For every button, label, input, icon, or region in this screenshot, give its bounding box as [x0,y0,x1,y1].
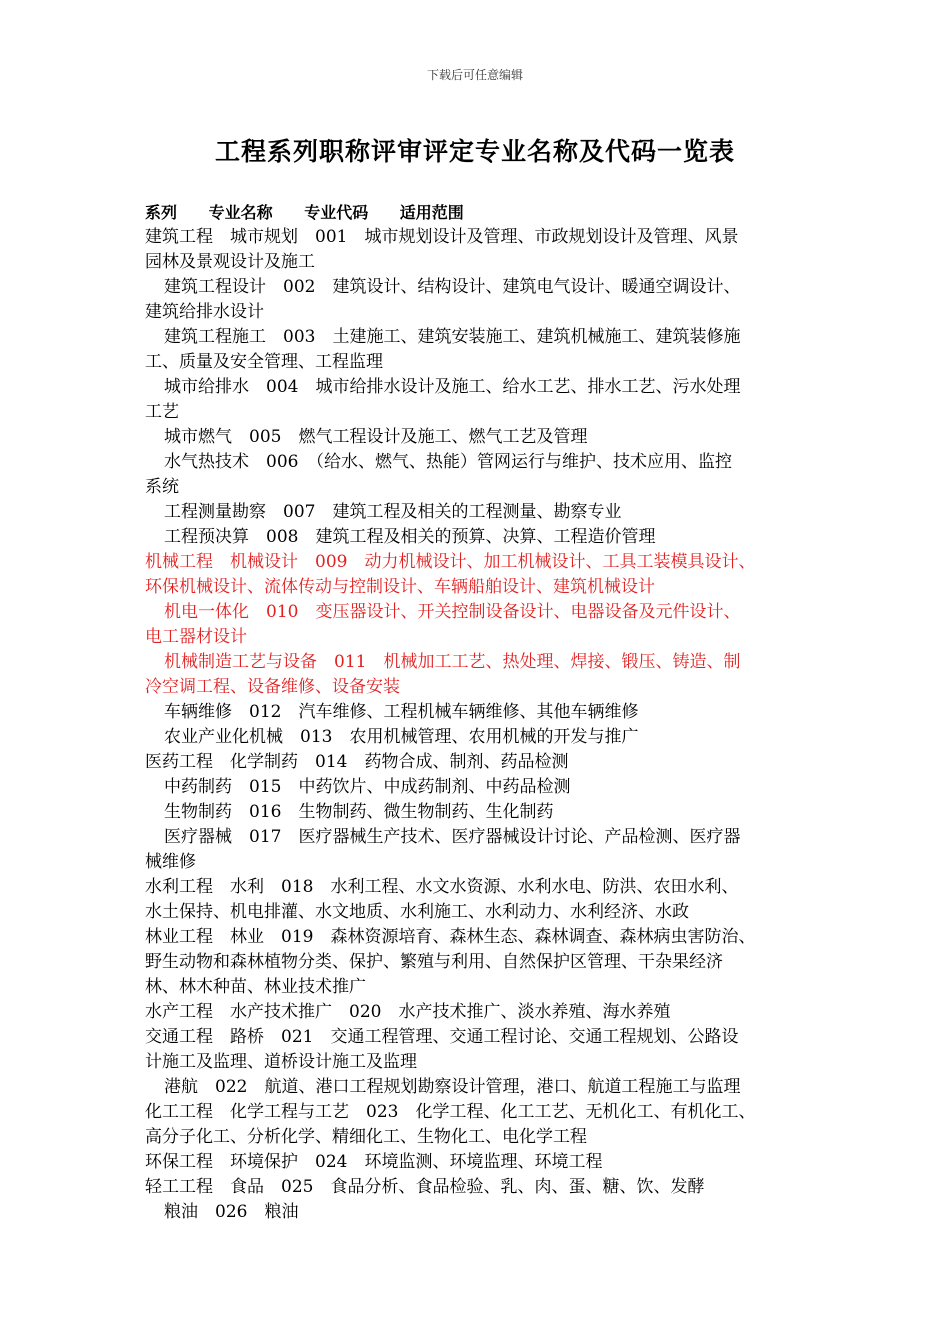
text-line: 电工器材设计 [145,627,247,647]
text-line: 港航 022 航道、港口工程规划勘察设计管理，港口、航道工程施工与监理 [164,1077,741,1097]
header-note: 下载后可任意编辑 [426,68,523,82]
text-line: 中药制药 015 中药饮片、中成药制剂、中药品检测 [164,777,571,797]
page-title: 工程系列职称评审评定专业名称及代码一览表 [214,137,735,166]
text-line: 计施工及监理、道桥设计施工及监理 [145,1052,417,1072]
text-line: 城市燃气 005 燃气工程设计及施工、燃气工艺及管理 [164,427,588,447]
text-line: 轻工工程 食品 025 食品分析、食品检验、乳、肉、蛋、糖、饮、发酵 [145,1177,705,1197]
text-line: 林、林木种苗、林业技术推广 [145,977,366,997]
text-line: 机械工程 机械设计 009 动力机械设计、加工机械设计、工具工装模具设计、 [145,552,756,572]
text-line: 生物制药 016 生物制药、微生物制药、生化制药 [164,802,554,822]
text-line: 水气热技术 006 （给水、燃气、热能）管网运行与维护、技术应用、监控 [164,452,732,472]
text-line: 交通工程 路桥 021 交通工程管理、交通工程讨论、交通工程规划、公路设 [145,1027,739,1047]
column-header-scope: 适用范围 [399,203,464,222]
text-line: 械维修 [145,852,196,872]
text-line: 工、质量及安全管理、工程监理 [145,352,383,372]
text-line: 粮油 026 粮油 [164,1202,299,1222]
column-header-series: 系列 [145,203,178,222]
text-line: 水利工程 水利 018 水利工程、水文水资源、水利水电、防洪、农田水利、 [145,877,739,897]
text-line: 系统 [145,477,179,497]
text-line: 城市给排水 004 城市给排水设计及施工、给水工艺、排水工艺、污水处理 [164,377,741,397]
text-line: 工艺 [145,402,179,422]
text-line: 水产工程 水产技术推广 020 水产技术推广、淡水养殖、海水养殖 [145,1002,671,1022]
text-line: 建筑给排水设计 [145,302,264,322]
text-line: 车辆维修 012 汽车维修、工程机械车辆维修、其他车辆维修 [164,702,639,722]
text-line: 建筑工程施工 003 土建施工、建筑安装施工、建筑机械施工、建筑装修施 [164,327,741,347]
text-line: 野生动物和森林植物分类、保护、繁殖与利用、自然保护区管理、干杂果经济 [145,952,723,972]
text-line: 医药工程 化学制药 014 药物合成、制剂、药品检测 [145,752,569,772]
text-line: 林业工程 林业 019 森林资源培育、森林生态、森林调查、森林病虫害防治、 [145,927,756,947]
text-line: 环保机械设计、流体传动与控制设计、车辆船舶设计、建筑机械设计 [145,577,655,597]
text-line: 水土保持、机电排灌、水文地质、水利施工、水利动力、水利经济、水政 [145,902,689,922]
column-header-specialty-code: 专业代码 [304,203,369,222]
text-line: 机电一体化 010 变压器设计、开关控制设备设计、电器设备及元件设计、 [164,602,741,622]
column-header-specialty-name: 专业名称 [208,203,273,222]
text-line: 环保工程 环境保护 024 环境监测、环境监理、环境工程 [145,1152,603,1172]
text-line: 冷空调工程、设备维修、设备安装 [145,677,400,697]
text-line: 医疗器械 017 医疗器械生产技术、医疗器械设计讨论、产品检测、医疗器 [164,827,741,847]
document-body [145,200,825,1225]
text-line: 机械制造工艺与设备 011 机械加工工艺、热处理、焊接、锻压、铸造、制 [164,652,741,672]
text-line: 建筑工程设计 002 建筑设计、结构设计、建筑电气设计、暖通空调设计、 [164,277,741,297]
text-line: 高分子化工、分析化学、精细化工、生物化工、电化学工程 [145,1127,587,1147]
text-line: 工程预决算 008 建筑工程及相关的预算、决算、工程造价管理 [164,527,656,547]
text-line: 工程测量勘察 007 建筑工程及相关的工程测量、勘察专业 [164,502,622,522]
text-line: 化工工程 化学工程与工艺 023 化学工程、化工工艺、无机化工、有机化工、 [145,1102,756,1122]
entry-lines [145,225,825,1225]
text-line: 建筑工程 城市规划 001 城市规划设计及管理、市政规划设计及管理、风景 [145,227,739,247]
column-headers [145,200,825,225]
text-line: 园林及景观设计及施工 [145,252,315,272]
text-line: 农业产业化机械 013 农用机械管理、农用机械的开发与推广 [164,727,639,747]
